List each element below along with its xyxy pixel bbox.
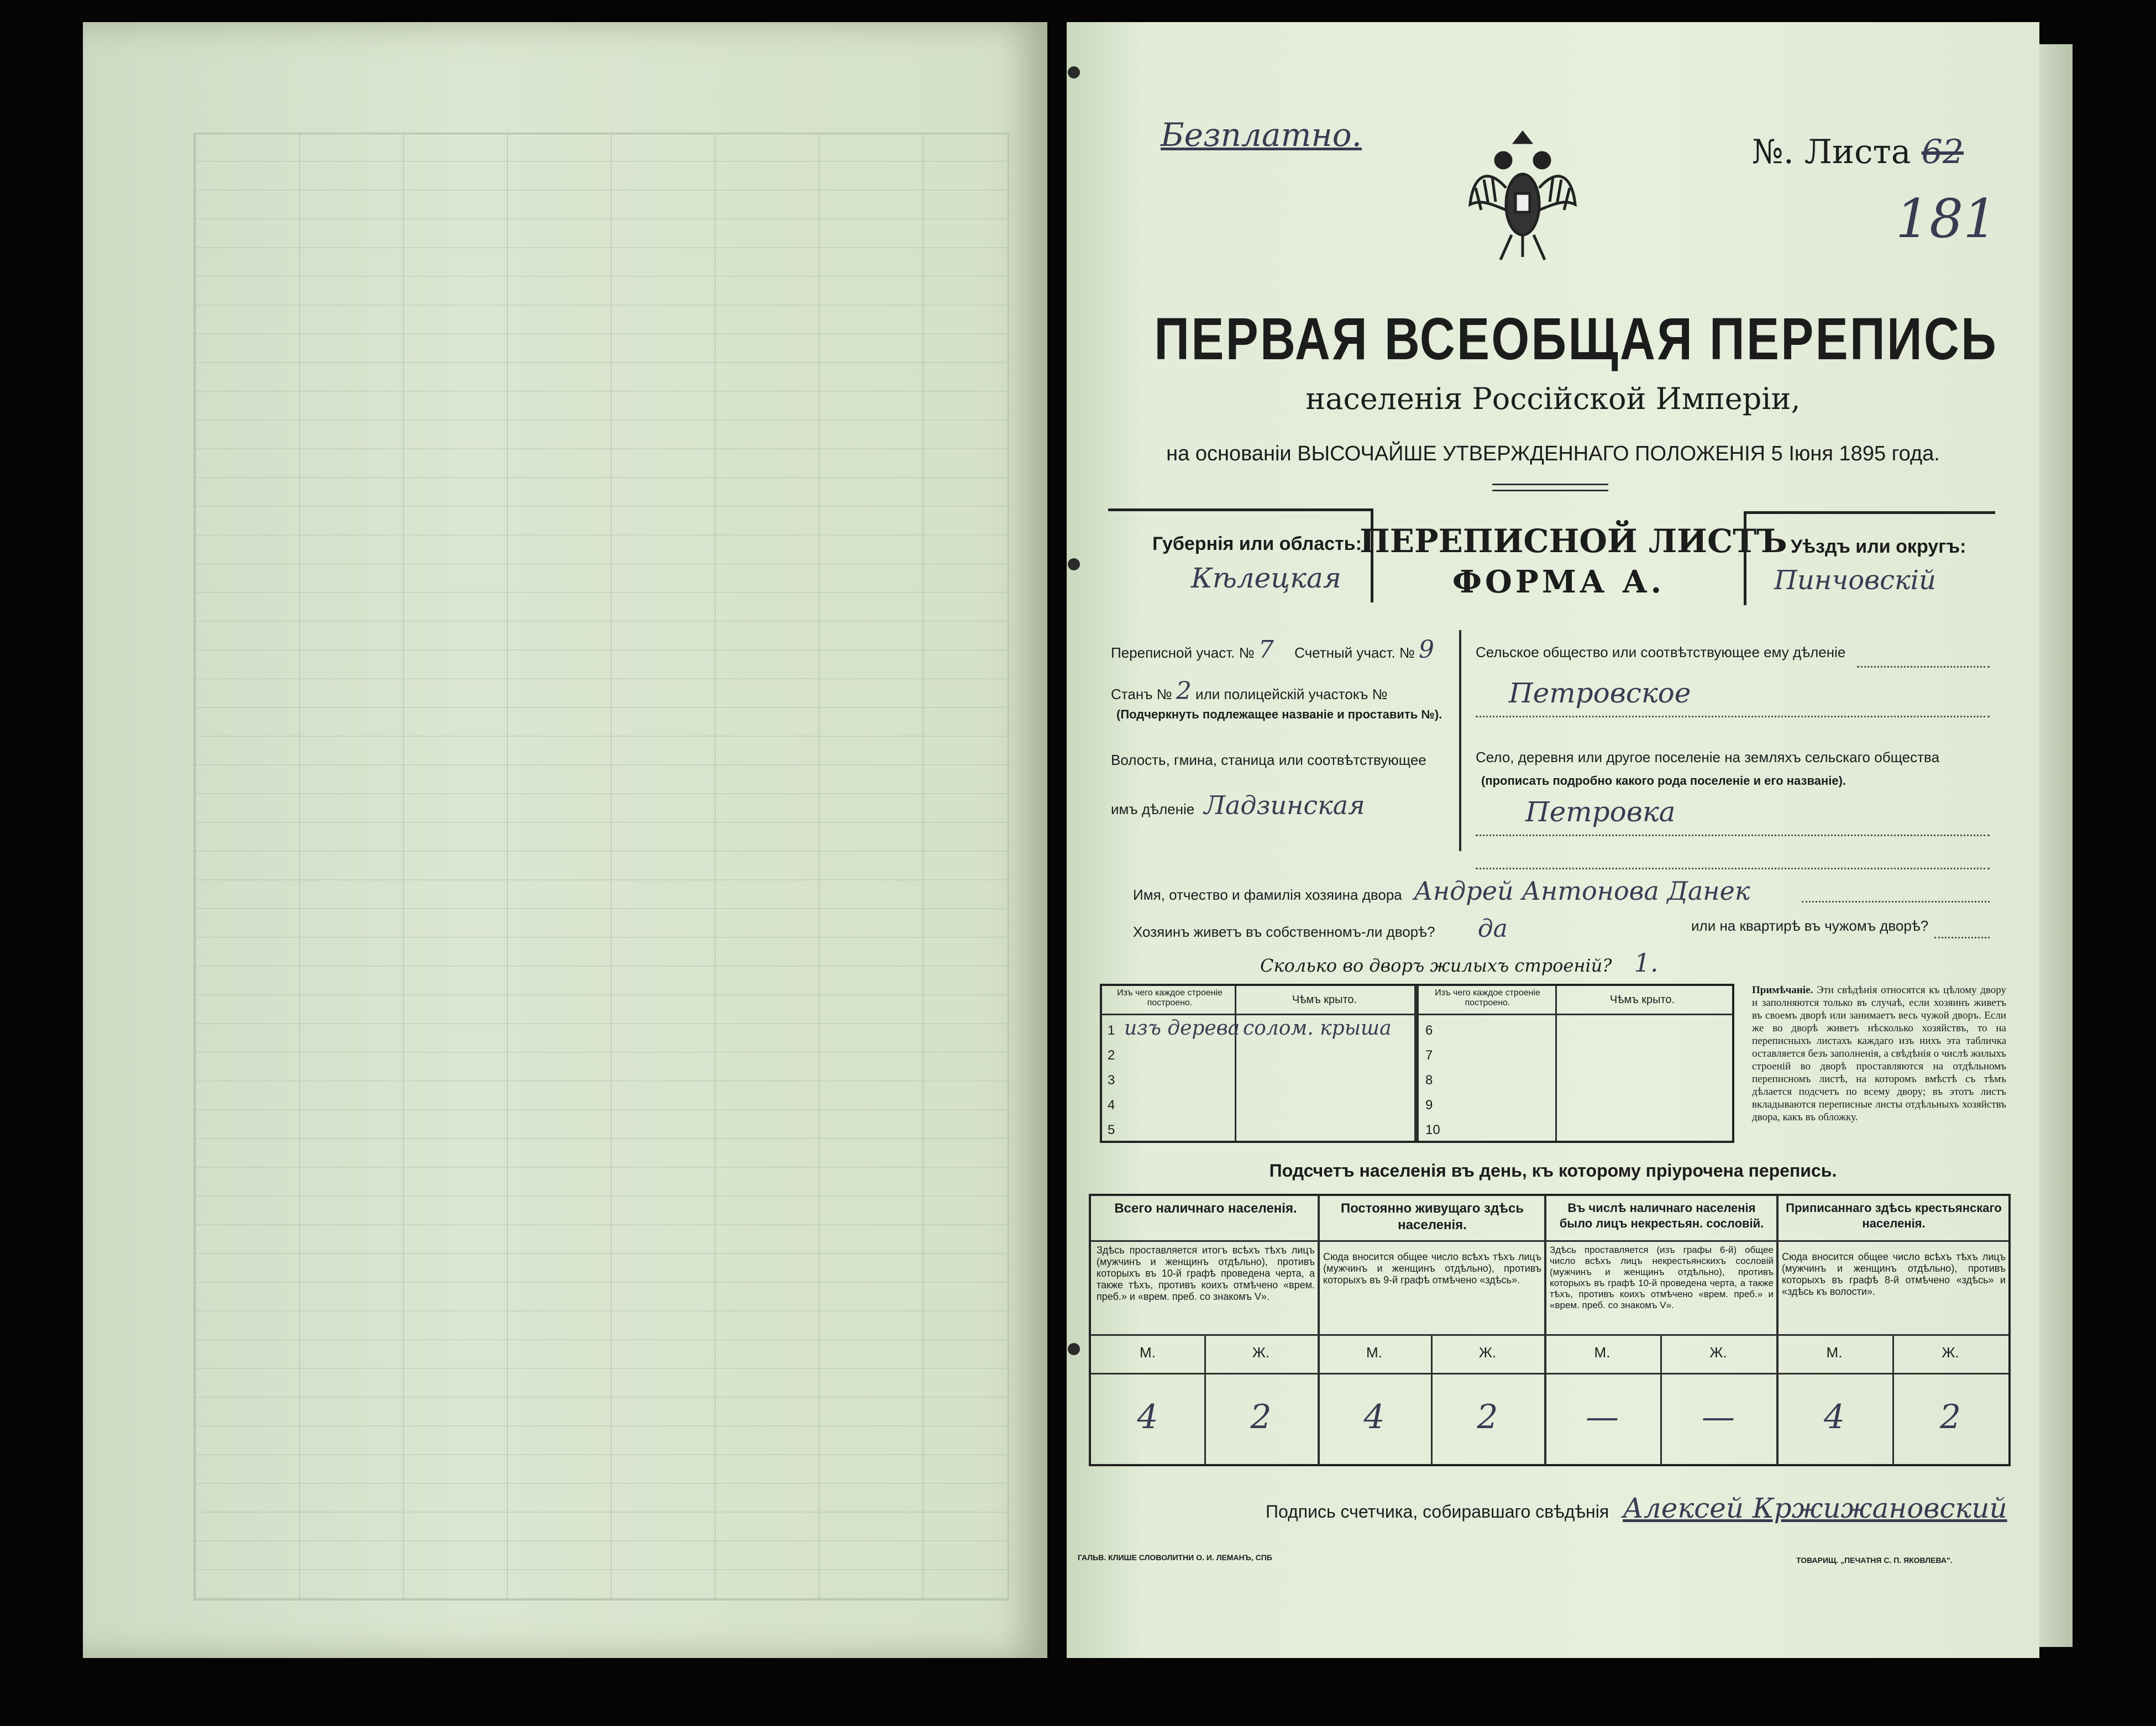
row-4: 4 bbox=[1108, 1098, 1115, 1113]
m-label-3: М. bbox=[1594, 1344, 1611, 1361]
count-value-7: 4 bbox=[1823, 1398, 1845, 1436]
binding-hole bbox=[1068, 1343, 1080, 1355]
left-page-grid bbox=[193, 133, 1009, 1601]
count-col-desc-3: Здѣсь проставляется (изъ графы 6-й) общее число всѣхъ лицъ некрестьянскихъ сословій (мужчинъ и женщинъ отдѣльно), противъ которыхъ въ графѣ 10-й проведена черта, а также тѣхъ, противъ коихъ отмѣчено «врем. преб.» и «врем. преб. со знакомъ V». bbox=[1550, 1245, 1774, 1310]
f-label-4: Ж. bbox=[1942, 1344, 1959, 1361]
count-col-header-3: Въ числѣ наличнаго населенія было лицъ некрестьян. сословій. bbox=[1559, 1201, 1764, 1230]
count-section-title: Подсчетъ населенія въ день, къ которому пріурочена перепись. bbox=[1269, 1161, 1837, 1181]
count-col-header-2: Постоянно живущаго здѣсь населенія. bbox=[1340, 1201, 1524, 1232]
col-roof-left: Чѣмъ крыто. bbox=[1292, 994, 1357, 1006]
stacked-page-edges bbox=[2039, 44, 2073, 1647]
stan-note: (Подчеркнуть подлежащее названіе и проставить №). bbox=[1116, 707, 1442, 721]
owner-value: Андрей Антонова Данек bbox=[1414, 876, 1750, 906]
census-basis: на основаніи ВЫСОЧАЙШЕ УТВЕРЖДЕННАГО ПОЛОЖЕНІЯ 5 Іюня 1895 года. bbox=[1166, 442, 1940, 465]
col-roof-right: Чѣмъ крыто. bbox=[1609, 994, 1675, 1006]
row-9: 9 bbox=[1425, 1098, 1433, 1113]
count-value-4: 2 bbox=[1477, 1398, 1498, 1436]
volost-label: Волость, гмина, станица или соотвѣтствующее bbox=[1111, 752, 1426, 768]
row1-roof: солом. крыша bbox=[1243, 1017, 1392, 1040]
m-label-1: М. bbox=[1140, 1344, 1156, 1361]
count-value-6: — bbox=[1702, 1398, 1735, 1436]
note-block bbox=[1752, 984, 2006, 1124]
signature-label: Подпись счетчика, собиравшаго свѣдѣнія bbox=[1266, 1502, 1609, 1522]
sheet-number-label: №. Листа 62 bbox=[1752, 133, 1964, 171]
uezd-value: Пинчовскій bbox=[1774, 565, 1936, 596]
row-1: 1 bbox=[1108, 1023, 1115, 1038]
uezd-box bbox=[1744, 511, 1995, 605]
left-page bbox=[83, 22, 1047, 1658]
census-district-value: 7 bbox=[1258, 636, 1274, 664]
row-6: 6 bbox=[1425, 1023, 1433, 1038]
gubernia-box bbox=[1108, 508, 1373, 602]
count-value-1: 4 bbox=[1137, 1398, 1158, 1436]
count-value-3: 4 bbox=[1363, 1398, 1385, 1436]
sheet-number: 181 bbox=[1896, 188, 1997, 250]
census-district-field: Переписной участ. № 7 Счетный участ. № 9 bbox=[1111, 636, 1435, 664]
count-col-desc-4: Сюда вносится общее число всѣхъ тѣхъ лицъ (мужчинъ и женщинъ отдѣльно), противъ которыхъ въ графѣ 8-й отмѣчено «здѣсь» и «здѣсь къ волости». bbox=[1782, 1251, 2006, 1297]
form-label: ФОРМА А. bbox=[1452, 564, 1665, 600]
census-title: ПЕРВАЯ ВСЕОБЩАЯ ПЕРЕПИСЬ bbox=[1154, 305, 1998, 372]
binding-hole bbox=[1068, 558, 1080, 570]
printer-left: ГАЛЬВ. КЛИШЕ СЛОВОЛИТНИ О. И. ЛЕМАНЪ, СПБ bbox=[1078, 1553, 1272, 1562]
count-col-desc-1: Здѣсь проставляется итогъ всѣхъ тѣхъ лицъ (мужчинъ и женщинъ отдѣльно), противъ которыхъ въ 10-й графѣ проведена черта, а также тѣхъ, противъ коихъ отмѣчено «врем. преб.» и «врем. преб. со знакомъ V». bbox=[1097, 1245, 1315, 1302]
volost-value: Ладзинская bbox=[1204, 790, 1365, 820]
rows-left bbox=[1108, 1018, 1115, 1142]
society-label: Сельское общество или соотвѣтствующее ему дѣленіе bbox=[1476, 644, 1846, 660]
double-headed-eagle-icon bbox=[1465, 122, 1581, 271]
buildings-table bbox=[1100, 984, 1734, 1143]
row-3: 3 bbox=[1108, 1073, 1115, 1088]
sheet-old-number: 62 bbox=[1921, 133, 1964, 171]
buildings-value: 1. bbox=[1634, 948, 1659, 978]
society-value: Петровское bbox=[1509, 677, 1691, 709]
count-value-2: 2 bbox=[1250, 1398, 1272, 1436]
rent-label: или на квартирѣ въ чужомъ дворѣ? bbox=[1691, 917, 1929, 934]
population-count-table bbox=[1089, 1194, 2011, 1466]
census-subtitle: населенія Россійской Имперіи, bbox=[1305, 381, 1801, 416]
free-label: Безплатно. bbox=[1161, 116, 1362, 154]
f-label-1: Ж. bbox=[1252, 1344, 1270, 1361]
count-col-header-4: Приписаннаго здѣсь крестьянскаго населенія. bbox=[1786, 1201, 2002, 1230]
col-material-right: Изъ чего каждое строеніе построено. bbox=[1435, 988, 1540, 1008]
signature-value: Алексей Кржижановский bbox=[1623, 1492, 2007, 1524]
uezd-label: Уѣздъ или округъ: bbox=[1791, 536, 1966, 557]
sheet-type: ПЕРЕПИСНОЙ ЛИСТЪ bbox=[1360, 522, 1787, 560]
gubernia-value: Кѣлецкая bbox=[1191, 562, 1341, 594]
col-material-left: Изъ чего каждое строеніе построено. bbox=[1117, 988, 1223, 1008]
note-title: Примѣчаніе. bbox=[1752, 984, 1813, 996]
row-7: 7 bbox=[1425, 1048, 1433, 1063]
m-label-2: М. bbox=[1366, 1344, 1382, 1361]
binding-hole bbox=[1068, 66, 1080, 78]
row-2: 2 bbox=[1108, 1048, 1115, 1063]
count-col-header-1: Всего наличнаго населенія. bbox=[1114, 1201, 1297, 1216]
village-label: Село, деревня или другое поселеніе на земляхъ сельскаго общества bbox=[1476, 749, 1940, 765]
village-value: Петровка bbox=[1525, 796, 1676, 828]
row-5: 5 bbox=[1108, 1122, 1115, 1137]
village-note: (прописать подробно какого рода поселеніе и его названіе). bbox=[1481, 774, 1846, 788]
buildings-field: Сколько во дворъ жилыхъ строеній? 1. bbox=[1260, 948, 1659, 978]
count-district-value: 9 bbox=[1419, 636, 1435, 664]
f-label-2: Ж. bbox=[1478, 1344, 1497, 1361]
rows-right bbox=[1425, 1018, 1440, 1142]
row1-material: изъ дерева bbox=[1124, 1017, 1240, 1040]
printer-right: ТОВАРИЩ. „ПЕЧАТНЯ С. П. ЯКОВЛЕВА". bbox=[1796, 1556, 1953, 1565]
count-col-desc-2: Сюда вносится общее число всѣхъ тѣхъ лицъ (мужчинъ и женщинъ отдѣльно), противъ которыхъ въ 9-й графѣ отмѣчено «здѣсь». bbox=[1323, 1251, 1541, 1286]
gubernia-label: Губернія или область: bbox=[1152, 533, 1362, 554]
stan-field: Станъ № 2 или полицейскій участокъ № bbox=[1111, 677, 1388, 705]
m-label-4: М. bbox=[1826, 1344, 1843, 1361]
row-10: 10 bbox=[1425, 1122, 1440, 1137]
owner-field: Имя, отчество и фамилія хозяина двора Андрей Антонова Данек bbox=[1133, 876, 1750, 906]
stan-value: 2 bbox=[1176, 677, 1192, 705]
own-yard-value: да bbox=[1477, 915, 1508, 943]
note-text: Эти свѣдѣнія относятся къ цѣлому двору и заполняются только въ случаѣ, если хозяинъ живетъ въ своемъ дворѣ или занимаетъ весь чужой дворъ. Если же во дворѣ живетъ нѣсколько хозяйствъ, то на переписныхъ листахъ каждаго изъ нихъ эта табличка оставляется безъ заполненія, а свѣдѣнія о числѣ жилыхъ строеній во дворѣ проставляются на отдѣльномъ переписномъ листѣ, на которомъ вмѣстѣ съ тѣмъ дѣлается подсчетъ по всему двору; въ этотъ листъ вкладываются переписные листы отдѣльныхъ хозяйствъ двора, какъ въ обложку. bbox=[1752, 984, 2007, 1123]
right-page bbox=[1067, 22, 2039, 1658]
count-value-8: 2 bbox=[1939, 1398, 1961, 1436]
signature-field bbox=[1266, 1492, 2007, 1524]
volost-field: имъ дѣленіе Ладзинская bbox=[1111, 790, 1365, 820]
f-label-3: Ж. bbox=[1709, 1344, 1727, 1361]
own-yard-field: Хозяинъ живетъ въ собственномъ-ли дворѣ? да bbox=[1133, 915, 1508, 943]
ornament-divider bbox=[1492, 484, 1608, 491]
row-8: 8 bbox=[1425, 1073, 1433, 1088]
count-value-5: — bbox=[1586, 1398, 1619, 1436]
